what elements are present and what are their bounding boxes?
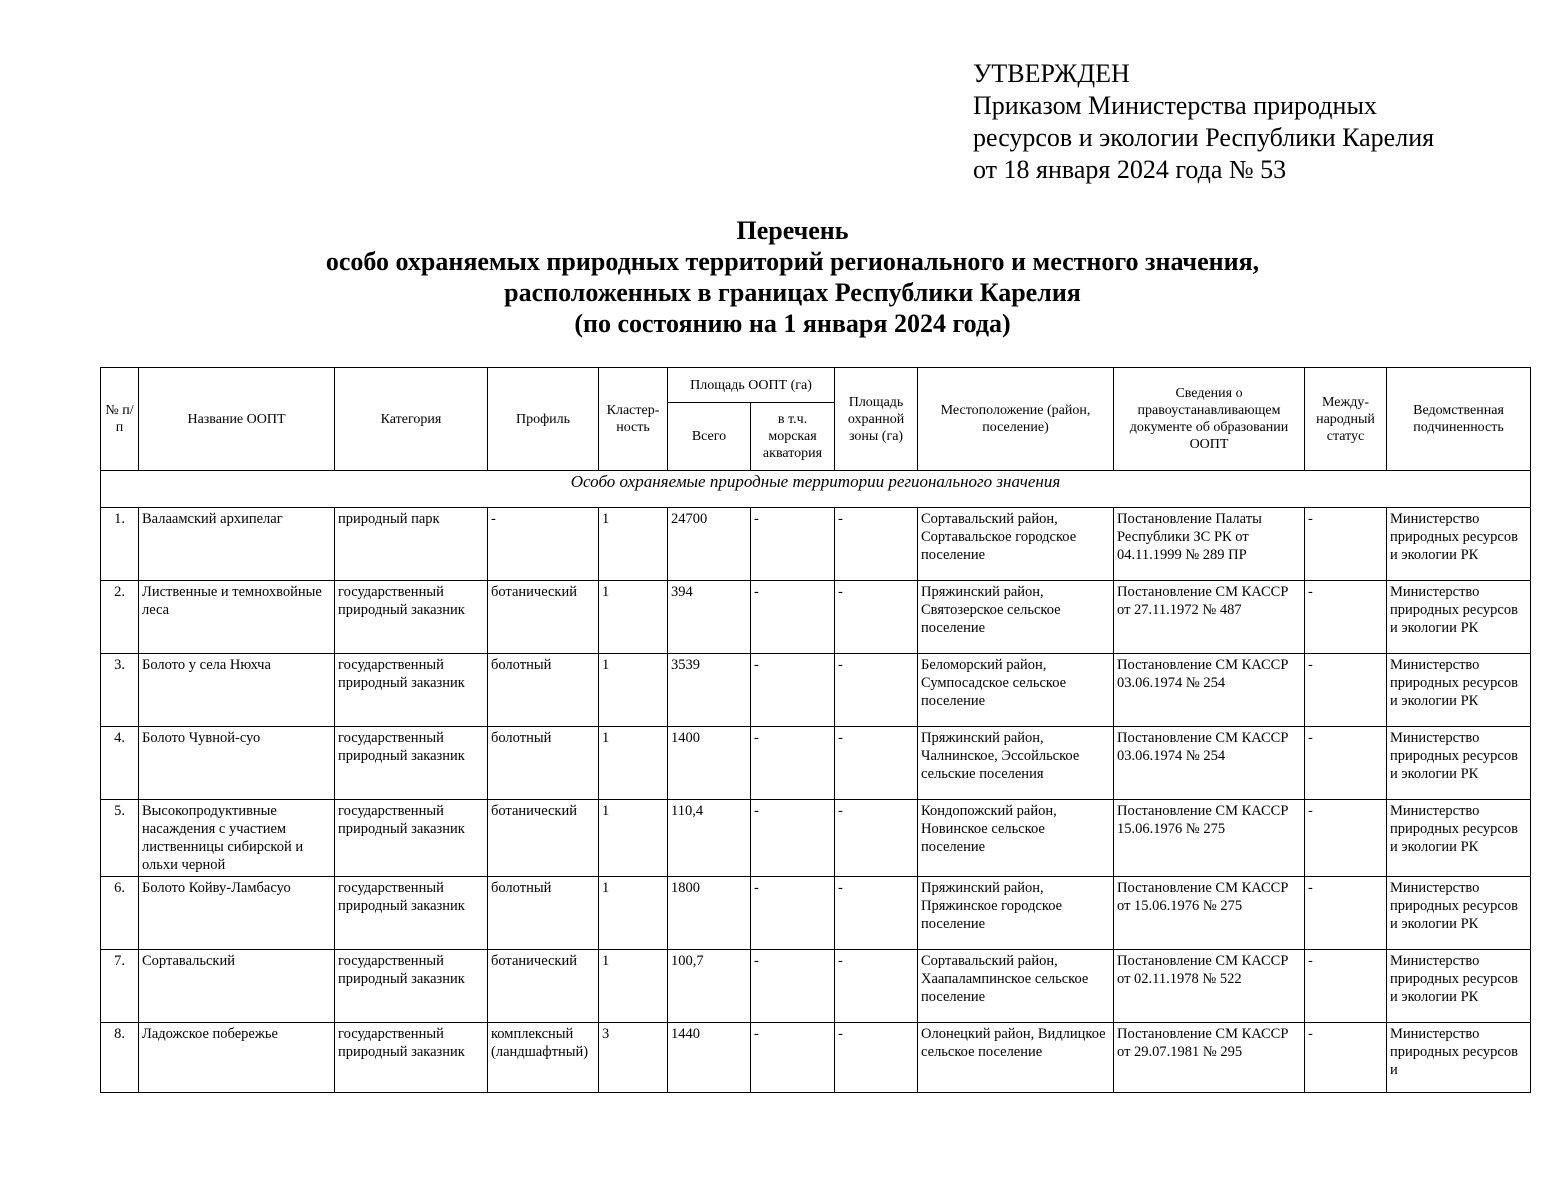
approval-line-4: от 18 января 2024 года № 53: [973, 155, 1287, 184]
cell-location: Пряжинский район, Пряжинское городское поселение: [918, 877, 1114, 950]
cell-name: Ладожское побережье: [139, 1023, 335, 1093]
cell-category: природный парк: [335, 508, 488, 581]
document-title: [0, 215, 1553, 339]
cell-area-total: 110,4: [668, 800, 751, 877]
table-row: [101, 581, 1531, 654]
cell-name: Сортавальский: [139, 950, 335, 1023]
cell-area-total: 3539: [668, 654, 751, 727]
cell-authority: Министерство природных ресурсов и экологии РК: [1387, 800, 1531, 877]
header-profile: Профиль: [488, 368, 599, 471]
table-row: [101, 950, 1531, 1023]
cell-document: Постановление СМ КАССР 03.06.1974 № 254: [1114, 727, 1305, 800]
cell-document: Постановление СМ КАССР от 29.07.1981 № 295: [1114, 1023, 1305, 1093]
approval-stamp: [973, 58, 1434, 186]
cell-category: государственный природный заказник: [335, 727, 488, 800]
cell-location: Кондопожский район, Новинское сельское поселение: [918, 800, 1114, 877]
cell-profile: комплексный (ландшафтный): [488, 1023, 599, 1093]
cell-authority: Министерство природных ресурсов и: [1387, 1023, 1531, 1093]
approval-line-1: УТВЕРЖДЕН: [973, 59, 1130, 88]
cell-num: 1.: [101, 508, 139, 581]
cell-num: 8.: [101, 1023, 139, 1093]
header-name: Название ООПТ: [139, 368, 335, 471]
cell-category: государственный природный заказник: [335, 654, 488, 727]
table-row: [101, 508, 1531, 581]
cell-document: Постановление СМ КАССР от 15.06.1976 № 275: [1114, 877, 1305, 950]
header-area-sea: в т.ч. морская акватория: [751, 403, 835, 471]
cell-area-total: 1440: [668, 1023, 751, 1093]
cell-area-sea: -: [751, 800, 835, 877]
cell-location: Беломорский район, Сумпосадское сельское поселение: [918, 654, 1114, 727]
cell-cluster: 1: [599, 800, 668, 877]
cell-name: Лиственные и темнохвойные леса: [139, 581, 335, 654]
cell-buffer: -: [835, 727, 918, 800]
cell-category: государственный природный заказник: [335, 950, 488, 1023]
cell-name: Болото Чувной-суо: [139, 727, 335, 800]
cell-intl: -: [1305, 800, 1387, 877]
cell-buffer: -: [835, 581, 918, 654]
table-row: [101, 727, 1531, 800]
cell-authority: Министерство природных ресурсов и экологии РК: [1387, 654, 1531, 727]
table-row: [101, 1023, 1531, 1093]
cell-num: 2.: [101, 581, 139, 654]
header-category: Категория: [335, 368, 488, 471]
cell-cluster: 1: [599, 727, 668, 800]
cell-area-sea: -: [751, 508, 835, 581]
cell-buffer: -: [835, 1023, 918, 1093]
cell-name: Высокопродуктивные насаждения с участием лиственницы сибирской и ольхи черной: [139, 800, 335, 877]
cell-area-total: 1800: [668, 877, 751, 950]
cell-document: Постановление СМ КАССР от 02.11.1978 № 522: [1114, 950, 1305, 1023]
title-line-3: расположенных в границах Республики Карелия: [504, 278, 1081, 307]
cell-category: государственный природный заказник: [335, 581, 488, 654]
cell-num: 6.: [101, 877, 139, 950]
cell-authority: Министерство природных ресурсов и экологии РК: [1387, 727, 1531, 800]
cell-authority: Министерство природных ресурсов и экологии РК: [1387, 581, 1531, 654]
table-row: [101, 877, 1531, 950]
cell-profile: ботанический: [488, 950, 599, 1023]
cell-intl: -: [1305, 508, 1387, 581]
cell-intl: -: [1305, 581, 1387, 654]
cell-area-total: 394: [668, 581, 751, 654]
cell-name: Болото у села Нюхча: [139, 654, 335, 727]
cell-document: Постановление СМ КАССР 03.06.1974 № 254: [1114, 654, 1305, 727]
cell-name: Болото Койву-Ламбасуо: [139, 877, 335, 950]
header-area-total: Всего: [668, 403, 751, 471]
cell-num: 5.: [101, 800, 139, 877]
header-location: Местоположение (район, поселение): [918, 368, 1114, 471]
cell-intl: -: [1305, 950, 1387, 1023]
cell-area-sea: -: [751, 727, 835, 800]
cell-category: государственный природный заказник: [335, 877, 488, 950]
cell-profile: болотный: [488, 654, 599, 727]
title-line-2: особо охраняемых природных территорий регионального и местного значения,: [325, 247, 1260, 276]
cell-location: Пряжинский район, Чалнинское, Эссойльское сельские поселения: [918, 727, 1114, 800]
cell-buffer: -: [835, 877, 918, 950]
cell-profile: ботанический: [488, 800, 599, 877]
cell-buffer: -: [835, 508, 918, 581]
header-authority: Ведомственная подчиненность: [1387, 368, 1531, 471]
cell-area-sea: -: [751, 581, 835, 654]
cell-intl: -: [1305, 877, 1387, 950]
cell-profile: болотный: [488, 877, 599, 950]
cell-buffer: -: [835, 950, 918, 1023]
table-row: [101, 654, 1531, 727]
cell-intl: -: [1305, 727, 1387, 800]
cell-location: Пряжинский район, Святозерское сельское поселение: [918, 581, 1114, 654]
cell-cluster: 1: [599, 950, 668, 1023]
cell-location: Сортавальский район, Сортавальское городское поселение: [918, 508, 1114, 581]
header-area-group: Площадь ООПТ (га): [668, 368, 835, 403]
cell-category: государственный природный заказник: [335, 800, 488, 877]
cell-intl: -: [1305, 654, 1387, 727]
cell-num: 3.: [101, 654, 139, 727]
header-cluster: Кластер-ность: [599, 368, 668, 471]
section-row: [101, 471, 1531, 508]
cell-area-total: 100,7: [668, 950, 751, 1023]
cell-area-sea: -: [751, 654, 835, 727]
approval-line-2: Приказом Министерства природных: [973, 91, 1377, 120]
cell-authority: Министерство природных ресурсов и экологии РК: [1387, 950, 1531, 1023]
table-body: [101, 471, 1531, 1093]
header-document: Сведения о правоустанавливающем документе об образовании ООПТ: [1114, 368, 1305, 471]
oopt-table: [100, 367, 1531, 1093]
cell-document: Постановление СМ КАССР от 27.11.1972 № 487: [1114, 581, 1305, 654]
cell-intl: -: [1305, 1023, 1387, 1093]
approval-line-3: ресурсов и экологии Республики Карелия: [973, 123, 1435, 152]
cell-cluster: 1: [599, 877, 668, 950]
cell-cluster: 1: [599, 654, 668, 727]
cell-area-total: 1400: [668, 727, 751, 800]
cell-profile: болотный: [488, 727, 599, 800]
cell-area-sea: -: [751, 877, 835, 950]
header-num: № п/п: [101, 368, 139, 471]
section-title: Особо охраняемые природные территории регионального значения: [101, 471, 1531, 508]
cell-profile: -: [488, 508, 599, 581]
table-header: [101, 368, 1531, 471]
cell-profile: ботанический: [488, 581, 599, 654]
table-row: [101, 800, 1531, 877]
cell-area-sea: -: [751, 1023, 835, 1093]
cell-location: Сортавальский район, Хаапалампинское сельское поселение: [918, 950, 1114, 1023]
cell-authority: Министерство природных ресурсов и экологии РК: [1387, 877, 1531, 950]
cell-document: Постановление Палаты Республики ЗС РК от 04.11.1999 № 289 ПР: [1114, 508, 1305, 581]
cell-area-sea: -: [751, 950, 835, 1023]
cell-buffer: -: [835, 800, 918, 877]
cell-category: государственный природный заказник: [335, 1023, 488, 1093]
title-line-1: Перечень: [736, 216, 849, 245]
cell-buffer: -: [835, 654, 918, 727]
cell-authority: Министерство природных ресурсов и экологии РК: [1387, 508, 1531, 581]
cell-document: Постановление СМ КАССР 15.06.1976 № 275: [1114, 800, 1305, 877]
cell-num: 7.: [101, 950, 139, 1023]
cell-area-total: 24700: [668, 508, 751, 581]
cell-name: Валаамский архипелаг: [139, 508, 335, 581]
header-intl: Между-народный статус: [1305, 368, 1387, 471]
title-line-4: (по состоянию на 1 января 2024 года): [574, 309, 1011, 338]
cell-cluster: 1: [599, 581, 668, 654]
cell-cluster: 3: [599, 1023, 668, 1093]
cell-cluster: 1: [599, 508, 668, 581]
cell-location: Олонецкий район, Видлицкое сельское поселение: [918, 1023, 1114, 1093]
cell-num: 4.: [101, 727, 139, 800]
header-buffer: Площадь охранной зоны (га): [835, 368, 918, 471]
